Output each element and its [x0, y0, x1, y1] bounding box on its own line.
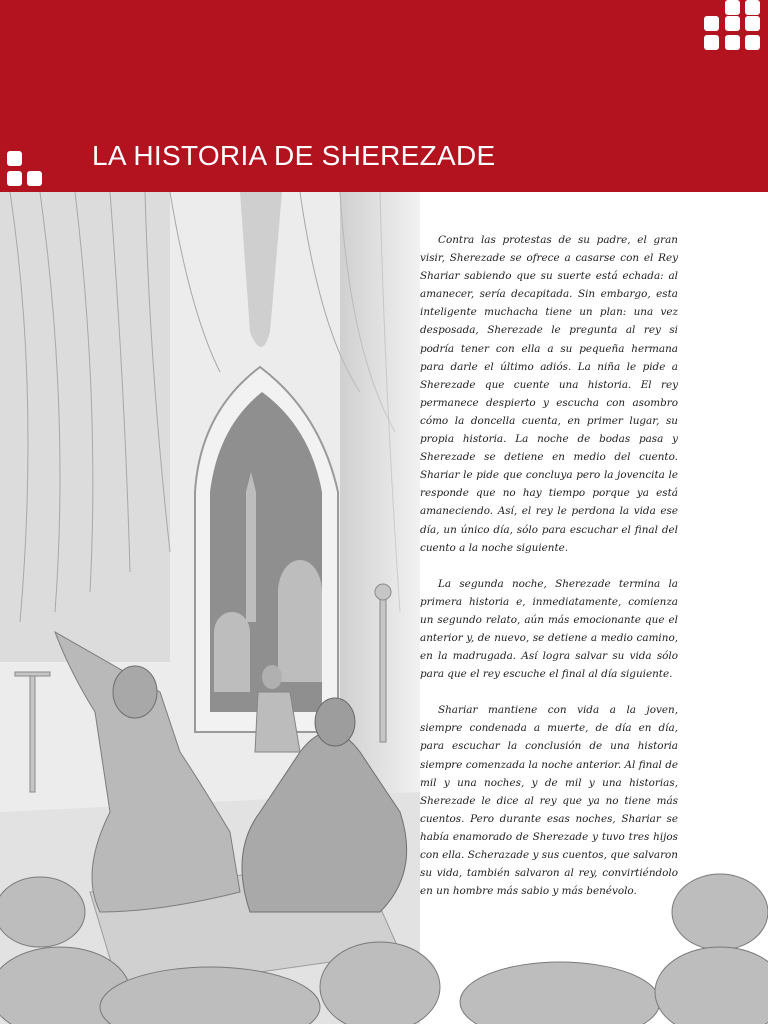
story-text: [420, 231, 678, 918]
paragraph-1: Contra las protestas de su padre, el gran visir, Sherezade se ofrece a casarse con el Rey Shariar sabiendo que su suerte está echada: al amanecer, sería decapitada. Sin embargo, esta inteligente muchacha tiene un plan: una vez desposada, Sherezade le pregunta al rey si podría tener con ella a su pequeña hermana para darle el último adiós. La niña le pide a Sherezade que cuente una historia. El rey permanece despierto y escucha con asombro cómo la doncella cuenta, en primer lugar, su propia historia. La noche de bodas pasa y Sherezade se detiene en medio del cuento. Shariar le pide que concluya pero la jovencita le responde que no hay tiempo porque ya está amaneciendo. Así, el rey le perdona la vida ese día, un único día, sólo para escuchar el final del cuento a la noche siguiente.: [420, 234, 678, 554]
paragraph-2: La segunda noche, Sherezade termina la primera historia e, inmediatamente, comienza un segundo relato, aún más emocionante que el anterior y, de nuevo, se detiene a medio camino, en la madrugada. Así logra salvar su vida sólo para que el rey escuche el final al día siguiente.: [420, 577, 678, 681]
title-banner: [0, 0, 768, 192]
page-title: LA HISTORIA DE SHEREZADE: [92, 140, 496, 171]
paragraph-3: Shariar mantiene con vida a la joven, siempre condenada a muerte, de día en día, para escuchar la conclusión de una historia siempre comenzada la noche anterior. Al final de mil y una noches, y de mil y una historias, Sherezade le dice al rey que ya no tiene más cuentos. Pero durante esas noches, Shariar se había enamorado de Sherezade y tuvo tres hijos con ella. Scherazade y sus cuentos, que salvaron su vida, también salvaron al rey, convirtiéndolo en un hombre más sabio y más benévolo.: [420, 704, 678, 898]
